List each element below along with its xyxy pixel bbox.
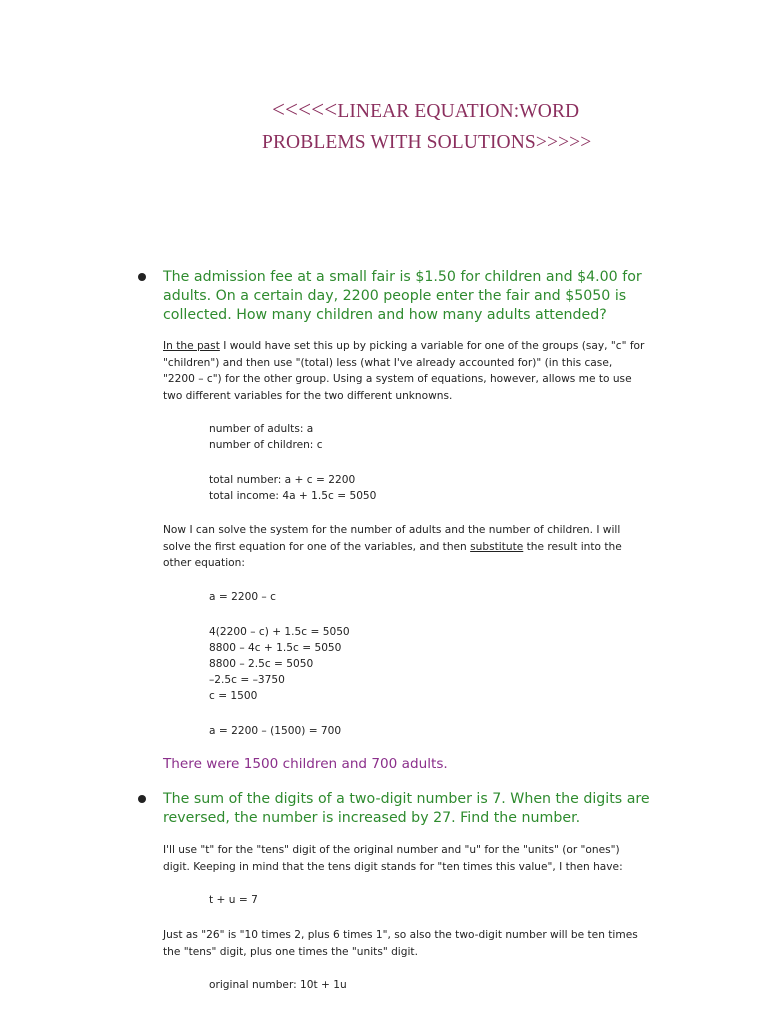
solve-text-before: Now I can solve the system for the number of adults and the number of children. I will solve the first equation for one of the variables, and then: [163, 524, 621, 553]
step-2: 8800 – 4c + 1.5c = 5050: [209, 642, 342, 654]
problem-1-intro: [163, 338, 645, 404]
title-line-1-text: LINEAR EQUATION:WORD: [337, 101, 580, 122]
problem-1-question: The admission fee at a small fair is $1.50 for children and $4.00 for adults. On a certain day, 2200 people enter the fair and $5050 is collected. How many children and how many adults attended?: [163, 269, 642, 323]
var-adults: number of adults: a: [209, 423, 314, 435]
bullet-icon: [138, 273, 146, 281]
problem-2-eq-2: original number: 10t + 1u: [209, 979, 347, 991]
a-expression: a = 2200 – c: [209, 591, 276, 603]
step-3: 8800 – 2.5c = 5050: [209, 658, 314, 670]
in-the-past-link[interactable]: In the past: [163, 340, 220, 352]
problem-1-answer: There were 1500 children and 700 adults.: [163, 756, 448, 772]
step-4: –2.5c = –3750: [209, 674, 285, 686]
step-1: 4(2200 – c) + 1.5c = 5050: [209, 626, 350, 638]
document-title: [262, 94, 732, 158]
problem-1-solve-text: [163, 522, 645, 572]
problem-2-eq-1: t + u = 7: [209, 894, 258, 906]
problem-2-text-1: I'll use "t" for the "tens" digit of the original number and "u" for the "units" (or "ones") digit. Keeping in mind that the tens digit stands for "ten times this value", I then have:: [163, 844, 623, 873]
title-line-2: PROBLEMS WITH SOLUTIONS>>>>>: [262, 132, 592, 153]
step-5: c = 1500: [209, 690, 258, 702]
substitute-link[interactable]: substitute: [470, 540, 524, 553]
bullet-icon: [138, 795, 146, 803]
title-arrows: <<<<<: [271, 97, 338, 122]
problem-1-intro-text: I would have set this up by picking a variable for one of the groups (say, "c" for "children") and then use "(total) less (what I've already accounted for)" (in this case, "2200 – c") for the other group. Using a system of equations, however, allows me to use two different variables for the two different unknowns.: [163, 340, 645, 402]
var-children: number of children: c: [209, 439, 323, 451]
total-income-eq: total income: 4a + 1.5c = 5050: [209, 490, 377, 502]
problem-2-text-2: Just as "26" is "10 times 2, plus 6 times 1", so also the two-digit number will be ten times the "tens" digit, plus one times the "units" digit.: [163, 929, 638, 958]
title-line-1: [262, 94, 732, 127]
total-number-eq: total number: a + c = 2200: [209, 474, 356, 486]
a-result: a = 2200 – (1500) = 700: [209, 725, 342, 737]
solve-text-after: the result into the other equation:: [163, 540, 622, 569]
problem-2-question: The sum of the digits of a two-digit number is 7. When the digits are reversed, the number is increased by 27. Find the number.: [163, 791, 650, 826]
